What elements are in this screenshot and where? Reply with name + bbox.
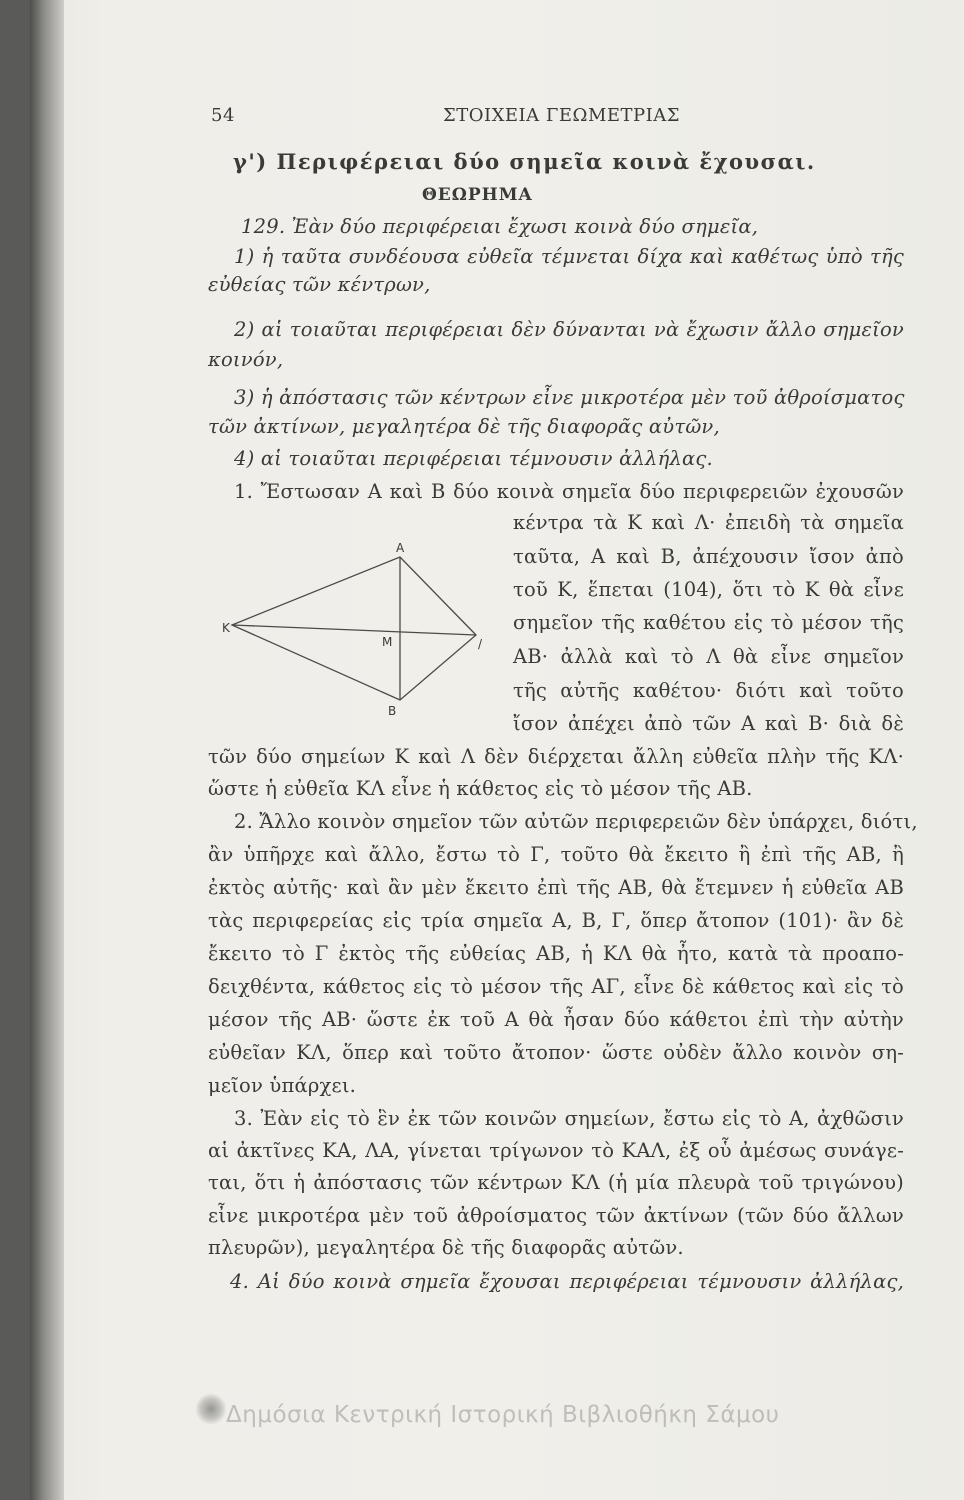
proof-line: 1. Ἔστωσαν Α καὶ Β δύο κοινὰ σημεῖα δύο περιφερειῶν ἐχουσῶν xyxy=(234,480,904,503)
theorem-statement-line: 1) ἡ ταῦτα συνδέουσα εὐθεῖα τέμνεται δίχα καὶ καθέτως ὑπὸ τῆς xyxy=(234,245,904,268)
proof-line: ΑΒ· ἀλλὰ καὶ τὸ Λ θὰ εἶνε σημεῖον xyxy=(513,645,904,668)
library-stamp-icon xyxy=(196,1392,226,1426)
running-title: ΣΤΟΙΧΕΙΑ ΓΕΩΜΕΤΡΙΑΣ xyxy=(443,105,680,126)
page-number: 54 xyxy=(211,105,235,126)
theorem-statement-line: 2) αἱ τοιαῦται περιφέρειαι δὲν δύνανται νὰ ἔχωσιν ἄλλο σημεῖον xyxy=(234,318,904,341)
proof-line: τὰς περιφερείας εἰς τρία σημεῖα Α, Β, Γ, ὅπερ ἄτοπον (101)· ἂν δὲ xyxy=(208,909,904,932)
proof-line: δειχθέντα, κάθετος εἰς τὸ μέσον τῆς ΑΓ, εἶνε δὲ κάθετος καὶ εἰς τὸ xyxy=(208,975,904,998)
proof-line: μέσον τῆς ΑΒ· ὥστε ἐκ τοῦ Α θὰ ἦσαν δύο κάθετοι ἐπὶ τὴν αὐτὴν xyxy=(208,1008,904,1031)
rhombus-diagram xyxy=(222,540,492,725)
proof-line: ἐκτὸς αὐτῆς· καὶ ἂν μὲν ἔκειτο ἐπὶ τῆς ΑΒ, θὰ ἔτεμνεν ἡ εὐθεῖα ΑΒ xyxy=(208,876,904,899)
proof-line: 4. Αἱ δύο κοινὰ σημεῖα ἔχουσαι περιφέρειαι τέμνουσιν ἀλλήλας, xyxy=(230,1270,904,1293)
proof-line: τῆς αὐτῆς καθέτου· διότι καὶ τοῦτο xyxy=(513,679,904,702)
theorem-statement-line: κοινόν, xyxy=(208,348,284,371)
label-b: B xyxy=(388,704,397,718)
proof-line: μεῖον ὑπάρχει. xyxy=(208,1074,357,1097)
proof-line: πλευρῶν), μεγαλητέρα δὲ τῆς διαφορᾶς αὐτῶν. xyxy=(208,1236,684,1259)
proof-line: ἴσον ἀπέχει ἀπὸ τῶν Α καὶ Β· διὰ δὲ xyxy=(513,712,904,735)
proof-line: ται, ὅτι ἡ ἀπόστασις τῶν κέντρων ΚΛ (ἡ μία πλευρὰ τοῦ τριγώνου) xyxy=(208,1171,904,1194)
proof-line: 3. Ἐὰν εἰς τὸ ἓν ἐκ τῶν κοινῶν σημείων, ἔστω εἰς τὸ Α, ἀχθῶσιν xyxy=(234,1107,904,1130)
theorem-label: ΘΕΩΡΗΜΑ xyxy=(422,185,533,205)
proof-line: ἂν ὑπῆρχε καὶ ἄλλο, ἔστω τὸ Γ, τοῦτο θὰ ἔκειτο ἢ ἐπὶ τῆς ΑΒ, ἢ xyxy=(208,843,904,866)
library-watermark: Δημόσια Κεντρική Ιστορική Βιβλιοθήκη Σάμου xyxy=(226,1402,780,1428)
theorem-statement-line: 4) αἱ τοιαῦται περιφέρειαι τέμνουσιν ἀλλήλας. xyxy=(234,447,713,470)
line-kl xyxy=(232,625,476,635)
label-l: / xyxy=(478,637,483,651)
theorem-statement-line: εὐθείας τῶν κέντρων, xyxy=(208,273,431,296)
proof-line: αἱ ἀκτῖνες ΚΑ, ΛΑ, γίνεται τρίγωνον τὸ ΚΑΛ, ἐξ οὗ ἀμέσως συνάγε- xyxy=(208,1139,904,1162)
proof-line: τοῦ Κ, ἕπεται (104), ὅτι τὸ Κ θὰ εἶνε xyxy=(513,578,904,601)
theorem-statement-line: 129. Ἐὰν δύο περιφέρειαι ἔχωσι κοινὰ δύο σημεῖα, xyxy=(241,215,759,238)
proof-line: εὐθεῖαν ΚΛ, ὅπερ καὶ τοῦτο ἄτοπον· ὥστε οὐδὲν ἄλλο κοινὸν ση- xyxy=(208,1041,904,1064)
proof-line: ὥστε ἡ εὐθεῖα ΚΛ εἶνε ἡ κάθετος εἰς τὸ μέσον τῆς ΑΒ. xyxy=(208,777,753,800)
theorem-statement-line: τῶν ἀκτίνων, μεγαλητέρα δὲ τῆς διαφορᾶς αὐτῶν, xyxy=(208,415,720,438)
proof-line: σημεῖον τῆς καθέτου εἰς τὸ μέσον τῆς xyxy=(513,611,904,634)
label-m: M xyxy=(382,635,393,649)
page-spine-shadow xyxy=(30,0,64,1500)
label-k: K xyxy=(222,621,230,635)
proof-line: ἔκειτο τὸ Γ ἐκτὸς τῆς εὐθείας ΑΒ, ἡ ΚΛ θὰ ἦτο, κατὰ τὰ προαπο- xyxy=(208,942,904,965)
proof-line: ταῦτα, Α καὶ Β, ἀπέχουσιν ἴσον ἀπὸ xyxy=(513,545,904,568)
section-title: γ') Περιφέρειαι δύο σημεῖα κοινὰ ἔχουσαι. xyxy=(233,149,816,174)
label-a: A xyxy=(396,541,405,555)
theorem-statement-line: 3) ἡ ἀπόστασις τῶν κέντρων εἶνε μικροτέρα μὲν τοῦ ἀθροίσματος xyxy=(234,386,905,409)
proof-line: εἶνε μικροτέρα μὲν τοῦ ἀθροίσματος τῶν ἀκτίνων (τῶν δύο ἄλλων xyxy=(208,1204,904,1227)
quadrilateral-outline xyxy=(232,557,476,700)
proof-line: κέντρα τὰ Κ καὶ Λ· ἐπειδὴ τὰ σημεῖα xyxy=(513,511,904,534)
proof-line: τῶν δύο σημείων Κ καὶ Λ δὲν διέρχεται ἄλλη εὐθεῖα πλὴν τῆς ΚΛ· xyxy=(208,745,904,768)
proof-line: 2. Ἄλλο κοινὸν σημεῖον τῶν αὐτῶν περιφερειῶν δὲν ὑπάρχει, διότι, xyxy=(234,810,918,833)
